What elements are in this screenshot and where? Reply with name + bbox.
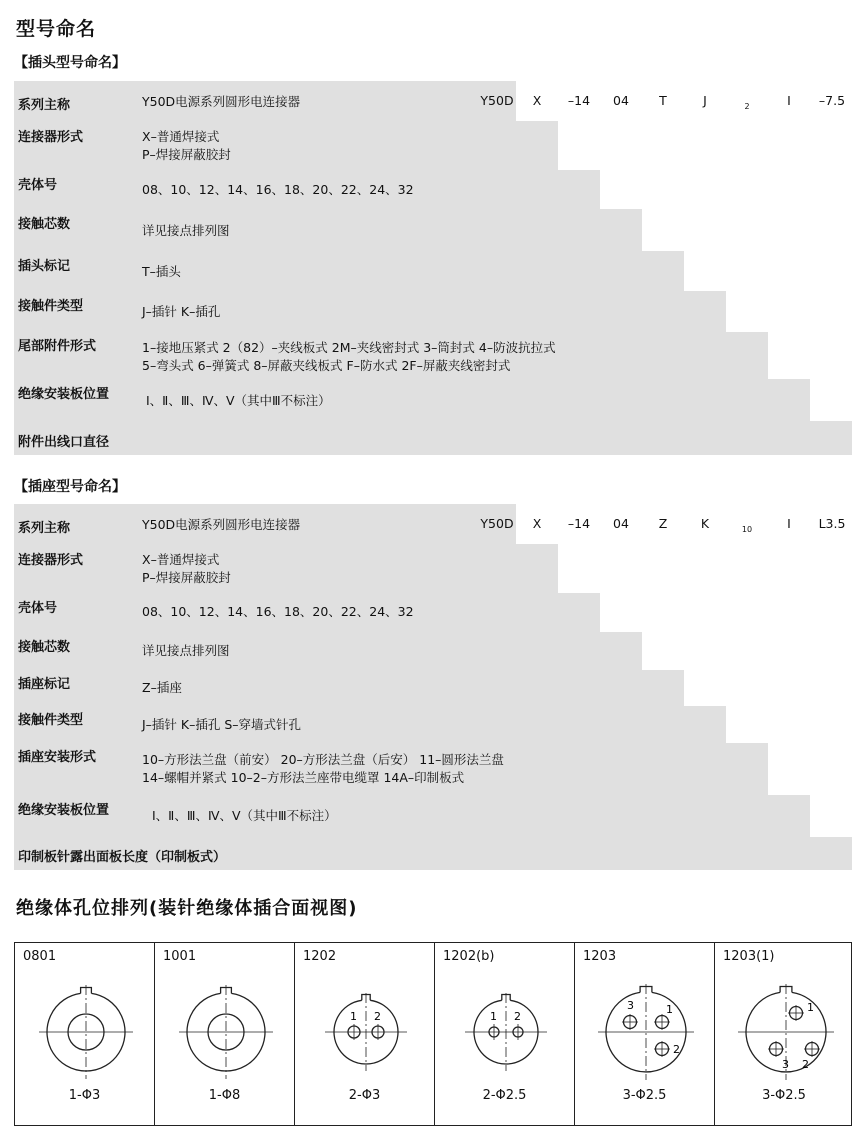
socket-text-insulator: Ⅰ、Ⅱ、Ⅲ、Ⅳ、Ⅴ（其中Ⅲ不标注）	[152, 808, 337, 823]
socket-text-mount-1: 10–方形法兰盘（前安） 20–方形法兰盘（后安） 11–圆形法兰盘	[142, 752, 504, 767]
socket-text-contact: J–插针 K–插孔 S–穿墙式针孔	[142, 717, 302, 732]
plug-code-outlet: –7.5	[818, 93, 846, 108]
socket-text-form-2: P–焊接屏蔽胶封	[142, 570, 231, 585]
socket-code-cores: 04	[613, 516, 629, 531]
socket-section-title: 【插座型号命名】	[14, 479, 126, 495]
socket-code-mark: Z	[658, 516, 668, 531]
plug-code-shell: –14	[567, 93, 591, 108]
layout-id: 1203	[583, 949, 617, 964]
layout-title: 绝缘体孔位排列(装针绝缘体插合面视图)	[16, 898, 358, 919]
plug-text-form-2: P–焊接屏蔽胶封	[142, 147, 231, 162]
socket-label-contact: 接触件类型	[18, 713, 84, 728]
socket-label-shell: 壳体号	[18, 601, 58, 616]
pin-1-label: 1	[807, 1001, 814, 1014]
plug-band-3	[14, 209, 642, 251]
layout-grid	[14, 942, 852, 1126]
plug-text-form-1: X–普通焊接式	[142, 129, 220, 144]
plug-code-contact: J	[703, 93, 707, 108]
socket-label-cores: 接触芯数	[18, 640, 71, 655]
plug-label-shell: 壳体号	[18, 178, 58, 193]
pin-1-label: 1	[350, 1010, 357, 1023]
layout-1203	[575, 943, 715, 1125]
plug-text-shell: 08、10、12、14、16、18、20、22、24、32	[142, 182, 414, 197]
plug-label-tail: 尾部附件形式	[18, 339, 97, 354]
socket-text-cores: 详见接点排列图	[142, 643, 230, 658]
plug-label-insulator: 绝缘安装板位置	[18, 387, 110, 402]
socket-code-series: Y50D	[480, 516, 514, 531]
insulator-0801-icon	[15, 969, 155, 1085]
layout-1001	[155, 943, 295, 1125]
pin-2-label: 2	[802, 1058, 809, 1071]
socket-band-1	[14, 544, 558, 593]
socket-code-insulator: I	[787, 516, 791, 531]
insulator-1202-icon	[295, 969, 435, 1085]
socket-label-series: 系列主称	[18, 521, 71, 536]
plug-text-tail-2: 5–弯头式 6–弹簧式 8–屏蔽夹线板式 F–防水式 2F–屏蔽夹线密封式	[142, 358, 511, 373]
plug-text-tail-1: 1–接地压紧式 2（82）–夹线板式 2M–夹线密封式 3–筒封式 4–防波抗拉式	[142, 340, 556, 355]
socket-band-3	[14, 632, 642, 670]
insulator-1203-1-icon	[715, 969, 853, 1085]
plug-code-form: X	[532, 93, 542, 108]
plug-band-7	[14, 379, 810, 421]
pin-2-label: 2	[374, 1010, 381, 1023]
insulator-1203-icon	[575, 969, 715, 1085]
pin-1-label: 1	[666, 1003, 673, 1016]
socket-label-pcb: 印制板针露出面板长度（印制板式）	[18, 850, 227, 865]
plug-text-mark: T–插头	[142, 264, 181, 279]
plug-code-insulator: I	[787, 93, 791, 108]
layout-0801	[15, 943, 155, 1125]
socket-label-mount: 插座安装形式	[18, 750, 97, 765]
socket-code-mount: 10	[741, 525, 753, 534]
plug-label-contact: 接触件类型	[18, 299, 84, 314]
layout-caption: 3-Φ2.5	[622, 1088, 667, 1103]
socket-text-mount-2: 14–螺帽并紧式 10–2–方形法兰座带电缆罩 14A–印制板式	[142, 770, 465, 785]
layout-caption: 2-Φ3	[348, 1088, 381, 1103]
socket-code-form: X	[532, 516, 542, 531]
layout-caption: 1-Φ3	[68, 1088, 101, 1103]
plug-label-cores: 接触芯数	[18, 217, 71, 232]
pin-2-label: 2	[673, 1043, 680, 1056]
plug-text-contact: J–插针 K–插孔	[142, 304, 221, 319]
socket-code-shell: –14	[567, 516, 591, 531]
plug-band-1	[14, 121, 558, 170]
plug-band-8	[14, 421, 852, 455]
plug-band-5	[14, 291, 726, 332]
socket-band-7	[14, 795, 810, 837]
plug-text-series: Y50D电源系列圆形电连接器	[142, 94, 301, 109]
plug-label-mark: 插头标记	[18, 259, 71, 274]
plug-code-mark: T	[659, 93, 667, 108]
pin-3-label: 3	[627, 999, 634, 1012]
layout-1202b	[435, 943, 575, 1125]
socket-band-5	[14, 706, 726, 743]
insulator-1001-icon	[155, 969, 295, 1085]
layout-id: 1203(1)	[723, 949, 775, 964]
plug-code-series: Y50D	[480, 93, 514, 108]
page-title: 型号命名	[16, 18, 97, 40]
plug-text-cores: 详见接点排列图	[142, 223, 230, 238]
layout-caption: 3-Φ2.5	[762, 1088, 806, 1103]
plug-band-4	[14, 251, 684, 291]
plug-code-cores: 04	[613, 93, 629, 108]
socket-text-series: Y50D电源系列圆形电连接器	[142, 517, 301, 532]
plug-label-form: 连接器形式	[18, 130, 84, 145]
socket-label-mark: 插座标记	[18, 677, 71, 692]
socket-text-mark: Z–插座	[142, 680, 182, 695]
socket-code-pcb: L3.5	[818, 516, 846, 531]
insulator-1202b-icon	[435, 969, 575, 1085]
socket-label-insulator: 绝缘安装板位置	[18, 803, 110, 818]
layout-id: 1202(b)	[443, 949, 495, 964]
socket-text-shell: 08、10、12、14、16、18、20、22、24、32	[142, 604, 414, 619]
layout-id: 0801	[23, 949, 57, 964]
layout-id: 1001	[163, 949, 197, 964]
pin-1-label: 1	[490, 1010, 497, 1023]
layout-caption: 2-Φ2.5	[482, 1088, 527, 1103]
plug-label-series: 系列主称	[18, 98, 71, 113]
socket-code-contact: K	[700, 516, 710, 531]
socket-band-4	[14, 670, 684, 706]
socket-text-form-1: X–普通焊接式	[142, 552, 220, 567]
layout-caption: 1-Φ8	[208, 1088, 241, 1103]
layout-id: 1202	[303, 949, 337, 964]
layout-1202	[295, 943, 435, 1125]
plug-text-insulator: Ⅰ、Ⅱ、Ⅲ、Ⅳ、Ⅴ（其中Ⅲ不标注）	[146, 393, 331, 408]
plug-code-tail: 2	[744, 102, 750, 111]
plug-section-title: 【插头型号命名】	[14, 55, 126, 71]
pin-2-label: 2	[514, 1010, 521, 1023]
plug-label-outlet: 附件出线口直径	[18, 435, 110, 450]
socket-label-form: 连接器形式	[18, 553, 84, 568]
layout-1203-1	[715, 943, 853, 1125]
pin-3-label: 3	[782, 1058, 789, 1071]
